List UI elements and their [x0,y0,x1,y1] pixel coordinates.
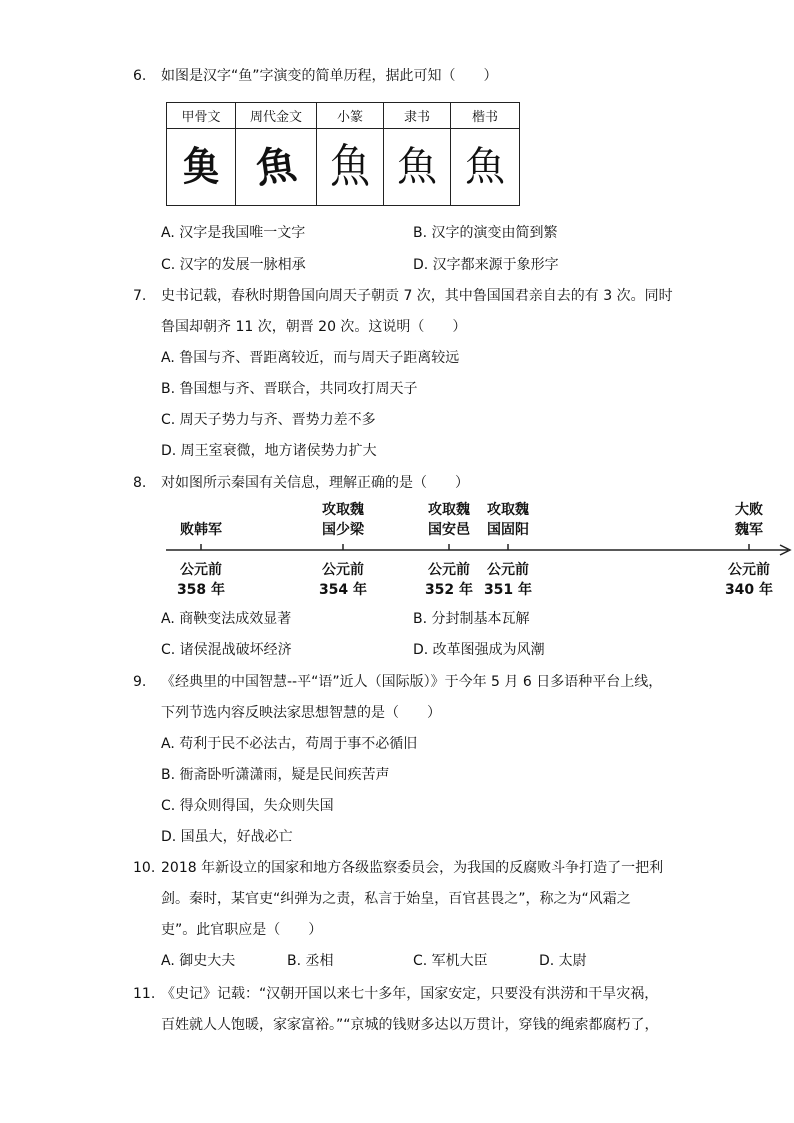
q8-option-b[interactable]: B. 分封制基本瓦解 [413,611,530,627]
q10-option-d[interactable]: D. 太尉 [539,953,587,969]
question-7-number: 7. [133,288,147,304]
q6-option-c[interactable]: C. 汉字的发展一脉相承 [161,257,306,273]
timeline-date-label: 358 年 [176,582,226,598]
q7-option-d[interactable]: D. 周王室衰微，地方诸侯势力扩大 [161,443,377,459]
question-7-stem-line1: 史书记载，春秋时期鲁国向周天子朝贡 7 次，其中鲁国国君亲自去的有 3 次。同时 [161,288,673,304]
question-9-stem-line1: 《经典里的中国智慧--平“语”近人（国际版）》于今年 5 月 6 日多语种平台上线， [161,674,663,690]
question-7-stem-line2: 鲁国却朝齐 11 次，朝晋 20 次。这说明（ ） [161,319,467,335]
q7-option-a[interactable]: A. 鲁国与齐、晋距离较近，而与周天子距离较远 [161,350,460,366]
question-10-number: 10. [133,860,156,876]
question-11-stem-line1: 《史记》记载：“汉朝开国以来七十多年，国家安定，只要没有洪涝和干旱灾祸， [161,986,659,1002]
table-header: 周代金文 [236,103,317,129]
q9-option-d[interactable]: D. 国虽大，好战必亡 [161,829,293,845]
timeline-event-label: 败韩军 [180,522,222,538]
timeline-event-label: 攻取魏 [487,502,529,518]
timeline-event-label: 国安邑 [428,522,470,538]
timeline-event-label: 攻取魏 [428,502,470,518]
timeline-date-label: 351 年 [483,582,533,598]
question-8-number: 8. [133,475,147,491]
q9-option-a[interactable]: A. 苟利于民不必法古，苟周于事不必循旧 [161,736,418,752]
bronze-inscription-fish-glyph: 魚 [252,140,300,193]
question-10-stem-line3: 吏”。此官职应是（ ） [161,922,323,938]
question-6-stem: 如图是汉字“鱼”字演变的简单历程，据此可知（ ） [161,68,498,84]
q8-option-c[interactable]: C. 诸侯混战破坏经济 [161,642,292,658]
q10-option-c[interactable]: C. 军机大臣 [413,953,488,969]
small-seal-fish-glyph: 魚 [330,140,370,194]
regular-fish-glyph: 魚 [465,144,505,190]
q6-option-a[interactable]: A. 汉字是我国唯一文字 [161,225,306,241]
timeline-event-label: 魏军 [735,522,763,538]
q6-option-b[interactable]: B. 汉字的演变由简到繁 [413,225,558,241]
table-header: 楷书 [451,103,520,129]
q6-option-d[interactable]: D. 汉字都来源于象形字 [413,257,559,273]
timeline-date-label: 352 年 [424,582,474,598]
timeline-date-label: 354 年 [318,582,368,598]
timeline-event-label: 国少梁 [322,522,364,538]
timeline-event-label: 大败 [735,502,763,518]
question-9-number: 9. [133,674,147,690]
question-9-stem-line2: 下列节选内容反映法家思想智慧的是（ ） [161,705,441,721]
question-11-stem-line2: 百姓就人人饱暖，家家富裕。”“京城的钱财多达以万贯计，穿钱的绳索都腐朽了， [161,1017,659,1033]
table-header: 甲骨文 [167,103,236,129]
timeline-event-label: 国固阳 [487,522,529,538]
timeline-axis [160,540,794,560]
question-6-number: 6. [133,68,147,84]
q8-option-d[interactable]: D. 改革图强成为风潮 [413,642,545,658]
timeline-date-label: 公元前 [180,562,222,578]
table-header: 隶书 [384,103,451,129]
question-11-number: 11. [133,986,156,1002]
timeline-date-label: 公元前 [428,562,470,578]
timeline-date-label: 公元前 [728,562,770,578]
q8-option-a[interactable]: A. 商鞅变法成效显著 [161,611,292,627]
table-header: 小篆 [317,103,384,129]
q10-option-b[interactable]: B. 丞相 [287,953,334,969]
question-8-stem: 对如图所示秦国有关信息，理解正确的是（ ） [161,475,469,491]
character-evolution-table [166,102,520,206]
q7-option-c[interactable]: C. 周天子势力与齐、晋势力差不多 [161,412,376,428]
oracle-bone-fish-glyph: 𩵋 [183,143,219,190]
q9-option-b[interactable]: B. 衙斋卧听潇潇雨，疑是民间疾苦声 [161,767,390,783]
q7-option-b[interactable]: B. 鲁国想与齐、晋联合，共同攻打周天子 [161,381,418,397]
timeline-event-label: 攻取魏 [322,502,364,518]
timeline-date-label: 340 年 [724,582,774,598]
timeline-date-label: 公元前 [487,562,529,578]
clerical-fish-glyph: 魚 [397,144,437,190]
question-10-stem-line1: 2018 年新设立的国家和地方各级监察委员会，为我国的反腐败斗争打造了一把利 [161,860,664,876]
timeline-date-label: 公元前 [322,562,364,578]
q9-option-c[interactable]: C. 得众则得国，失众则失国 [161,798,334,814]
q10-option-a[interactable]: A. 御史大夫 [161,953,236,969]
question-10-stem-line2: 剑。秦时，某官吏“纠弹为之责，私言于始皇，百官甚畏之”，称之为“风霜之 [161,891,631,907]
